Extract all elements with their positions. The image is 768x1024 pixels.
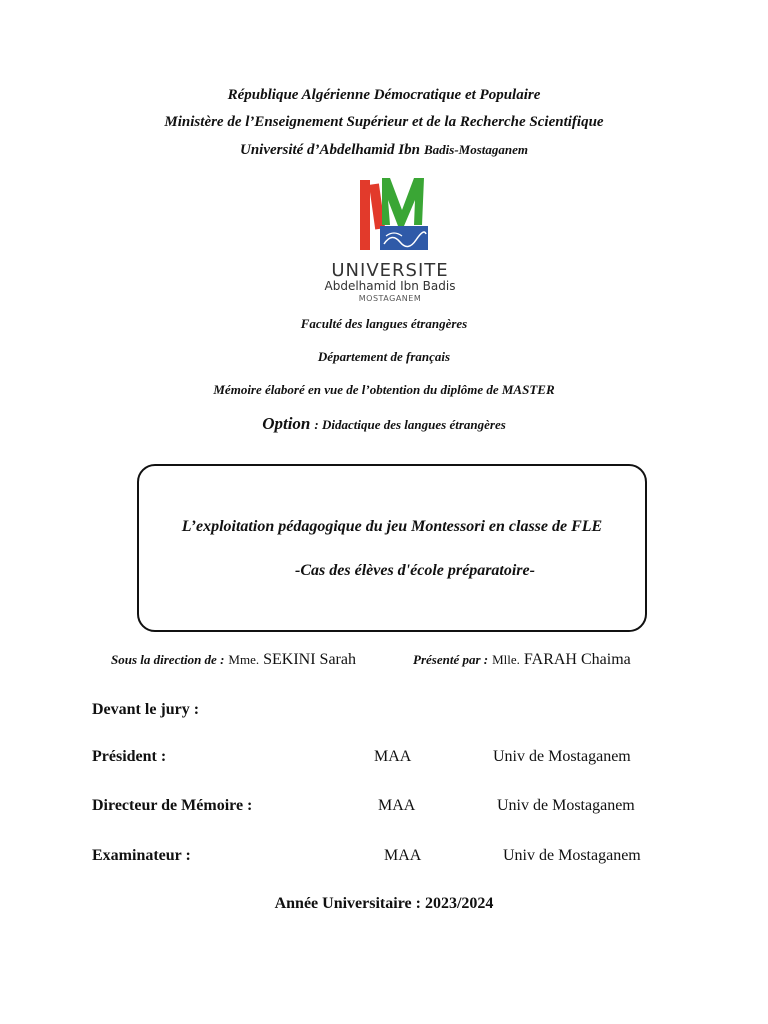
- jury-role-examiner: Examinateur :: [92, 847, 191, 864]
- direction-line: [111, 651, 356, 669]
- department: Département de français: [317, 349, 451, 364]
- academic-year: Année Universitaire : 2023/2024: [274, 895, 494, 912]
- logo-university-city: MOSTAGANEM: [358, 294, 422, 303]
- jury-univ-president: Univ de Mostaganem: [493, 748, 631, 765]
- option-line: [0, 414, 768, 434]
- thesis-title: L’exploitation pédagogique du jeu Montessori en classe de FLE: [181, 518, 603, 535]
- option-label: Option: [262, 414, 311, 433]
- jury-univ-examiner: Univ de Mostaganem: [503, 847, 641, 864]
- thesis-subtitle: -Cas des élèves d'école préparatoire-: [295, 562, 535, 579]
- presented-label: Présenté par :: [413, 652, 489, 667]
- presented-honorific: Mlle.: [492, 652, 520, 667]
- header-university: Université d’Abdelhamid Ibn: [239, 142, 420, 158]
- title-box: [137, 464, 647, 632]
- jury-role-director: Directeur de Mémoire :: [92, 797, 253, 814]
- jury-grade-president: MAA: [374, 748, 412, 765]
- faculty: Faculté des langues étrangères: [300, 316, 468, 331]
- direction-label: Sous la direction de :: [111, 652, 225, 667]
- header-line-1: République Algérienne Démocratique et Populaire: [227, 87, 541, 103]
- presented-line: [413, 651, 631, 669]
- jury-grade-director: MAA: [378, 797, 416, 814]
- jury-grade-examiner: MAA: [384, 847, 422, 864]
- option-value: : Didactique des langues étrangères: [314, 417, 506, 432]
- director-name: SEKINI Sarah: [263, 651, 356, 668]
- header-line-3: [0, 141, 768, 159]
- jury-univ-director: Univ de Mostaganem: [497, 797, 635, 814]
- jury-role-president: Président :: [92, 748, 167, 765]
- memoire-statement: Mémoire élaboré en vue de l’obtention du diplôme de MASTER: [213, 382, 555, 397]
- direction-honorific: Mme.: [228, 652, 260, 667]
- jury-heading: Devant le jury :: [92, 701, 200, 718]
- logo-mark-icon: [310, 170, 470, 260]
- university-logo: [310, 170, 470, 305]
- logo-university-subname: Abdelhamid Ibn Badis: [324, 279, 456, 293]
- header-line-2: Ministère de l’Enseignement Supérieur et de la Recherche Scientifique: [164, 114, 604, 130]
- logo-university-name: UNIVERSITE: [331, 260, 449, 281]
- student-name: FARAH Chaima: [523, 651, 631, 668]
- header-university-tail: Badis-Mostaganem: [424, 142, 529, 157]
